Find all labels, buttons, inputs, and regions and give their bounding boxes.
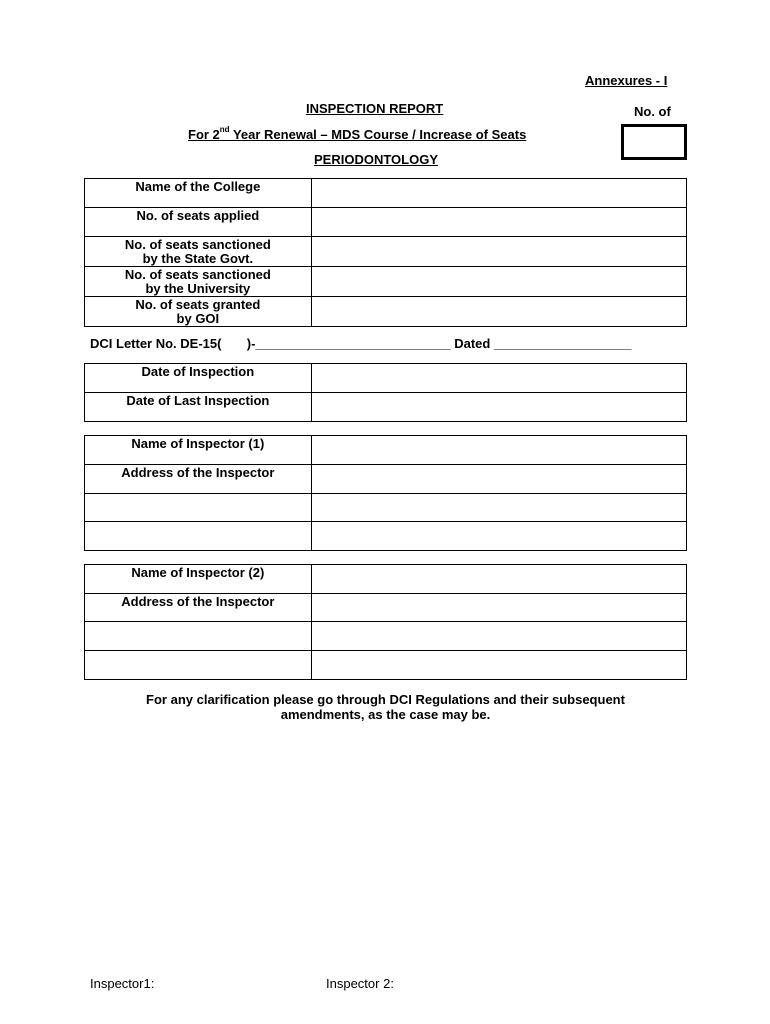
clarification-note-line1: For any clarification please go through DCI Regulations and their subsequent [146, 692, 625, 707]
inspector1-extra-label [85, 494, 312, 522]
annexure-label: Annexures - I [585, 73, 668, 88]
inspector1-name-label: Name of Inspector (1) [85, 436, 312, 465]
report-title: INSPECTION REPORT [306, 101, 444, 116]
table-row [85, 565, 687, 594]
table-row [85, 436, 687, 465]
inspector1-address-field-2[interactable] [311, 494, 686, 522]
inspector1-address-field[interactable] [311, 465, 686, 494]
department-title: PERIODONTOLOGY [314, 152, 438, 167]
table-row [85, 594, 687, 622]
inspector2-extra-label-2 [85, 651, 312, 680]
date-of-inspection-label: Date of Inspection [85, 364, 312, 393]
table-row [85, 208, 687, 237]
subtitle-suffix: Year Renewal – MDS Course / Increase of Seats [229, 127, 527, 142]
college-name-field[interactable] [311, 179, 686, 208]
last-inspection-label: Date of Last Inspection [85, 393, 312, 422]
seats-applied-label: No. of seats applied [85, 208, 312, 237]
table-row [85, 522, 687, 551]
no-of-label: No. of [634, 104, 671, 119]
seats-goi-label-line2: by GOI [176, 311, 220, 326]
inspector1-table [84, 435, 687, 551]
table-row [85, 494, 687, 522]
seats-state-label-line1: No. of seats sanctioned [124, 237, 271, 252]
inspector2-name-field[interactable] [311, 565, 686, 594]
seats-applied-field[interactable] [311, 208, 686, 237]
date-of-inspection-field[interactable] [311, 364, 686, 393]
inspector2-name-label: Name of Inspector (2) [85, 565, 312, 594]
table-row [85, 179, 687, 208]
subtitle-prefix: For 2 [188, 127, 220, 142]
table-row [85, 393, 687, 422]
college-table [84, 178, 687, 327]
inspector2-table [84, 564, 687, 680]
inspector2-address-field-3[interactable] [311, 651, 686, 680]
table-row [85, 364, 687, 393]
inspector2-extra-label [85, 622, 312, 651]
college-name-label: Name of the College [85, 179, 312, 208]
inspector1-address-field-3[interactable] [311, 522, 686, 551]
table-row [85, 237, 687, 267]
seats-goi-label [85, 297, 312, 327]
subtitle-superscript: nd [219, 125, 230, 134]
seats-state-field[interactable] [311, 237, 686, 267]
report-subtitle [188, 127, 526, 142]
table-row [85, 267, 687, 297]
inspector1-address-label: Address of the Inspector [85, 465, 312, 494]
table-row [85, 465, 687, 494]
last-inspection-field[interactable] [311, 393, 686, 422]
inspector2-address-field[interactable] [311, 594, 686, 622]
table-row [85, 651, 687, 680]
seats-university-label [85, 267, 312, 297]
number-box[interactable] [621, 124, 687, 160]
inspector2-address-label: Address of the Inspector [85, 594, 312, 622]
seats-goi-field[interactable] [311, 297, 686, 327]
inspector1-signature-label: Inspector1: [90, 976, 155, 991]
inspection-dates-table [84, 363, 687, 422]
seats-state-label [85, 237, 312, 267]
seats-goi-label-line1: No. of seats granted [135, 297, 261, 312]
table-row [85, 297, 687, 327]
table-row [85, 622, 687, 651]
inspector2-address-field-2[interactable] [311, 622, 686, 651]
seats-university-label-line2: by the University [145, 281, 251, 296]
clarification-note-line2: amendments, as the case may be. [280, 707, 491, 722]
dci-letter-line[interactable]: DCI Letter No. DE-15( )-___________________________ Dated ___________________ [90, 336, 632, 351]
seats-university-label-line1: No. of seats sanctioned [124, 267, 271, 282]
inspector1-name-field[interactable] [311, 436, 686, 465]
seats-university-field[interactable] [311, 267, 686, 297]
inspector2-signature-label: Inspector 2: [326, 976, 394, 991]
clarification-note [84, 692, 687, 722]
seats-state-label-line2: by the State Govt. [142, 251, 254, 266]
inspector1-extra-label-2 [85, 522, 312, 551]
